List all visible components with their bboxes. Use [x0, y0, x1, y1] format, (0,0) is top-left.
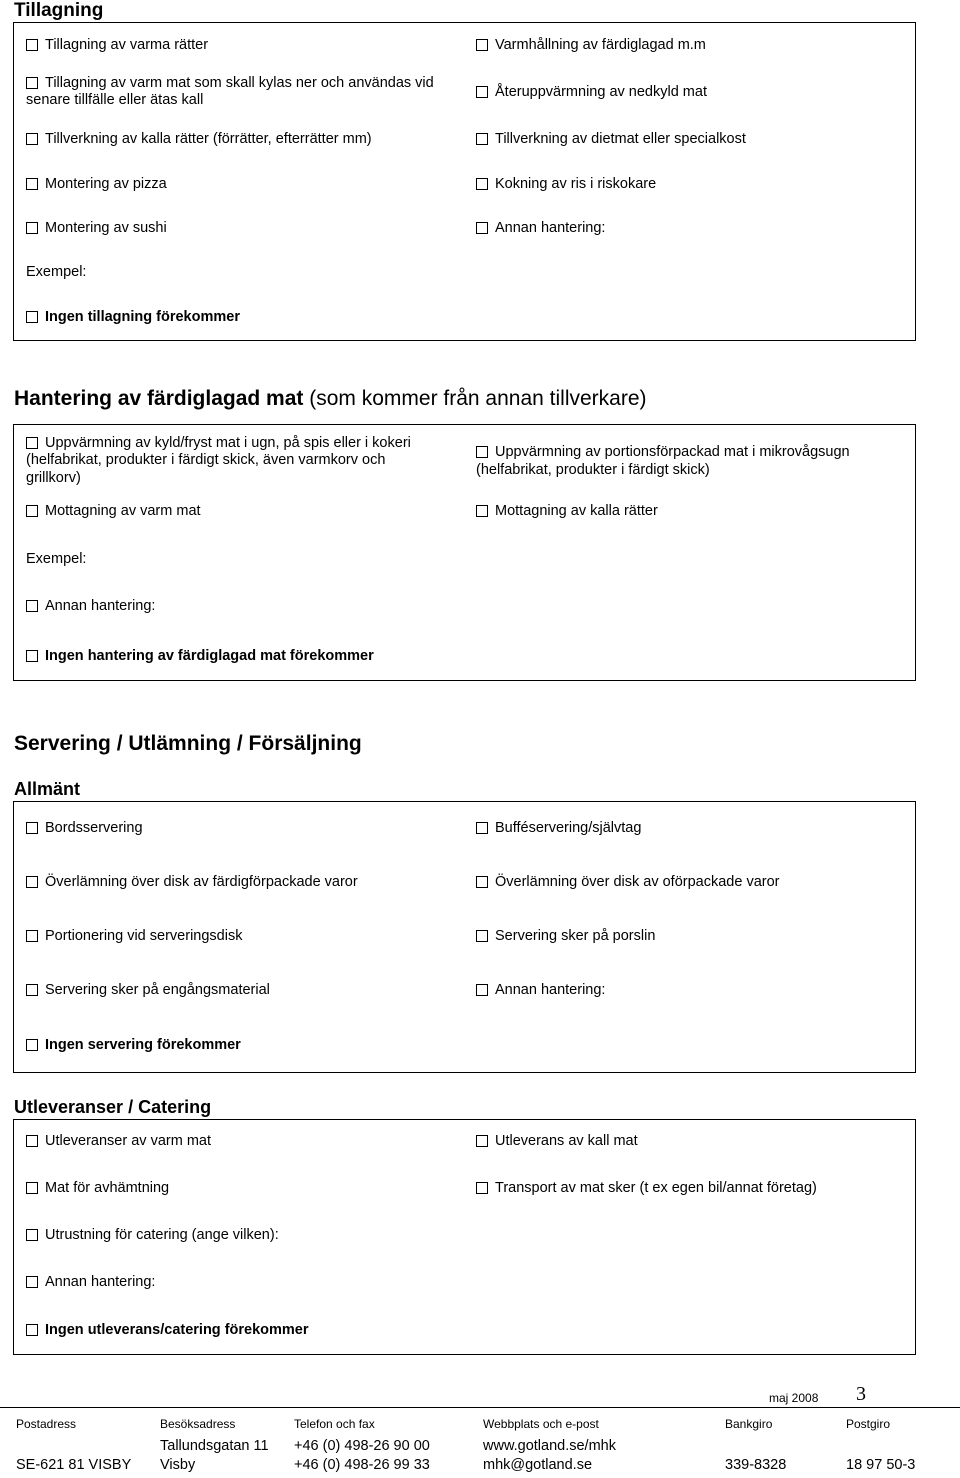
checkbox-uppvarmning-mikro[interactable]: Uppvärmning av portionsförpackad mat i mikrovågsugn — [476, 444, 850, 461]
checkbox-annan-hantering-servering[interactable]: Annan hantering: — [476, 982, 605, 999]
checkbox-ingen-servering[interactable]: Ingen servering förekommer — [26, 1037, 241, 1054]
checkbox-bordsservering[interactable]: Bordsservering — [26, 820, 143, 837]
page-number: 3 — [856, 1383, 866, 1405]
uppvarmning-kyld-line3: grillkorv) — [26, 470, 81, 486]
checkbox-icon[interactable] — [26, 133, 38, 145]
checkbox-utrustning-catering[interactable]: Utrustning för catering (ange vilken): — [26, 1227, 279, 1244]
checkbox-tillagning-kylas[interactable]: Tillagning av varm mat som skall kylas ner och användas vid — [26, 75, 434, 92]
checkbox-icon[interactable] — [26, 178, 38, 190]
section-title-tillagning: Tillagning — [14, 0, 104, 21]
checkbox-icon[interactable] — [476, 133, 488, 145]
checkbox-icon[interactable] — [476, 1135, 488, 1147]
checkbox-icon[interactable] — [26, 930, 38, 942]
checkbox-icon[interactable] — [476, 876, 488, 888]
checkbox-icon[interactable] — [476, 86, 488, 98]
checkbox-icon[interactable] — [26, 1324, 38, 1336]
checkbox-icon[interactable] — [476, 822, 488, 834]
checkbox-icon[interactable] — [26, 77, 38, 89]
checkbox-annan-hantering-tillagning[interactable]: Annan hantering: — [476, 220, 605, 237]
footer-email[interactable]: mhk@gotland.se — [483, 1457, 593, 1473]
checkbox-annan-hantering-utleverans[interactable]: Annan hantering: — [26, 1274, 155, 1291]
footer-header-postadress: Postadress — [16, 1417, 77, 1431]
exempel-label: Exempel: — [26, 551, 87, 567]
checkbox-icon[interactable] — [26, 984, 38, 996]
checkbox-icon[interactable] — [26, 1276, 38, 1288]
checkbox-icon[interactable] — [476, 984, 488, 996]
checkbox-montering-pizza[interactable]: Montering av pizza — [26, 176, 167, 193]
checkbox-buffeservering[interactable]: Bufféservering/självtag — [476, 820, 641, 837]
footer-header-postgiro: Postgiro — [846, 1417, 891, 1431]
checkbox-icon[interactable] — [26, 39, 38, 51]
checkbox-overlamning-oforpackade[interactable]: Överlämning över disk av oförpackade varor — [476, 874, 780, 891]
footer-bankgiro: 339-8328 — [725, 1457, 787, 1473]
checkbox-icon[interactable] — [26, 311, 38, 323]
checkbox-mottagning-kalla[interactable]: Mottagning av kalla rätter — [476, 503, 658, 520]
section-title-hantering: Hantering av färdiglagad mat (som kommer från annan tillverkare) — [14, 387, 647, 410]
checkbox-icon[interactable] — [26, 1229, 38, 1241]
checkbox-utleveranser-varm[interactable]: Utleveranser av varm mat — [26, 1133, 211, 1150]
checkbox-engangsmaterial[interactable]: Servering sker på engångsmaterial — [26, 982, 270, 999]
checkbox-mottagning-varm[interactable]: Mottagning av varm mat — [26, 503, 201, 520]
checkbox-icon[interactable] — [476, 178, 488, 190]
checkbox-overlamning-fardigforpackade[interactable]: Överlämning över disk av färdigförpackade varor — [26, 874, 358, 891]
checkbox-icon[interactable] — [476, 39, 488, 51]
checkbox-icon[interactable] — [26, 600, 38, 612]
checkbox-porslin[interactable]: Servering sker på porslin — [476, 928, 655, 945]
footer-date: maj 2008 — [769, 1391, 819, 1405]
checkbox-icon[interactable] — [26, 1182, 38, 1194]
checkbox-avhamtning[interactable]: Mat för avhämtning — [26, 1180, 169, 1197]
checkbox-icon[interactable] — [476, 930, 488, 942]
checkbox-ateruppvarmning[interactable]: Återuppvärmning av nedkyld mat — [476, 84, 707, 101]
checkbox-ingen-utleverans[interactable]: Ingen utleverans/catering förekommer — [26, 1322, 309, 1339]
checkbox-icon[interactable] — [476, 1182, 488, 1194]
footer-fax: +46 (0) 498-26 99 33 — [294, 1457, 430, 1473]
checkbox-transport[interactable]: Transport av mat sker (t ex egen bil/annat företag) — [476, 1180, 817, 1197]
footer-phone: +46 (0) 498-26 90 00 — [294, 1438, 430, 1454]
checkbox-icon[interactable] — [476, 446, 488, 458]
checkbox-icon[interactable] — [476, 505, 488, 517]
footer-divider — [0, 1407, 960, 1408]
footer-header-webb: Webbplats och e-post — [483, 1417, 599, 1431]
checkbox-icon[interactable] — [26, 1039, 38, 1051]
subsection-title-allmant: Allmänt — [14, 779, 81, 799]
checkbox-ingen-hantering[interactable]: Ingen hantering av färdiglagad mat förekommer — [26, 648, 374, 665]
footer-header-bankgiro: Bankgiro — [725, 1417, 773, 1431]
checkbox-utleverans-kall[interactable]: Utleverans av kall mat — [476, 1133, 638, 1150]
checkbox-icon[interactable] — [26, 822, 38, 834]
checkbox-icon[interactable] — [26, 437, 38, 449]
checkbox-tillagning-kylas-line2: senare tillfälle eller ätas kall — [26, 92, 204, 108]
section-title-servering: Servering / Utlämning / Försäljning — [14, 732, 362, 755]
footer-website[interactable]: www.gotland.se/mhk — [483, 1438, 616, 1454]
footer-header-telefon: Telefon och fax — [294, 1417, 375, 1431]
checkbox-icon[interactable] — [26, 222, 38, 234]
checkbox-icon[interactable] — [26, 505, 38, 517]
footer-postgiro: 18 97 50-3 — [846, 1457, 916, 1473]
checkbox-icon[interactable] — [26, 1135, 38, 1147]
uppvarmning-kyld-line2: (helfabrikat, produkter i färdigt skick, även varmkorv och — [26, 452, 386, 468]
footer-besoksadress-street: Tallundsgatan 11 — [160, 1438, 269, 1454]
checkbox-icon[interactable] — [26, 650, 38, 662]
checkbox-riskokare[interactable]: Kokning av ris i riskokare — [476, 176, 656, 193]
checkbox-ingen-tillagning[interactable]: Ingen tillagning förekommer — [26, 309, 240, 326]
footer-besoksadress-city: Visby — [160, 1457, 196, 1473]
checkbox-tillagning-varma[interactable]: Tillagning av varma rätter — [26, 37, 208, 54]
footer-header-besoksadress: Besöksadress — [160, 1417, 236, 1431]
footer-postadress: SE-621 81 VISBY — [16, 1457, 132, 1473]
exempel-label: Exempel: — [26, 264, 87, 280]
checkbox-varmhallning[interactable]: Varmhållning av färdiglagad m.m — [476, 37, 706, 54]
checkbox-annan-hantering-hantering[interactable]: Annan hantering: — [26, 598, 155, 615]
uppvarmning-mikro-line2: (helfabrikat, produkter i färdigt skick) — [476, 462, 710, 478]
checkbox-icon[interactable] — [476, 222, 488, 234]
checkbox-portionering[interactable]: Portionering vid serveringsdisk — [26, 928, 242, 945]
checkbox-tillverkning-kalla[interactable]: Tillverkning av kalla rätter (förrätter, efterrätter mm) — [26, 131, 372, 148]
checkbox-dietmat[interactable]: Tillverkning av dietmat eller specialkost — [476, 131, 746, 148]
checkbox-icon[interactable] — [26, 876, 38, 888]
section-title-utleveranser: Utleveranser / Catering — [14, 1097, 212, 1117]
checkbox-uppvarmning-kyld[interactable]: Uppvärmning av kyld/fryst mat i ugn, på spis eller i kokeri — [26, 435, 411, 452]
checkbox-montering-sushi[interactable]: Montering av sushi — [26, 220, 167, 237]
